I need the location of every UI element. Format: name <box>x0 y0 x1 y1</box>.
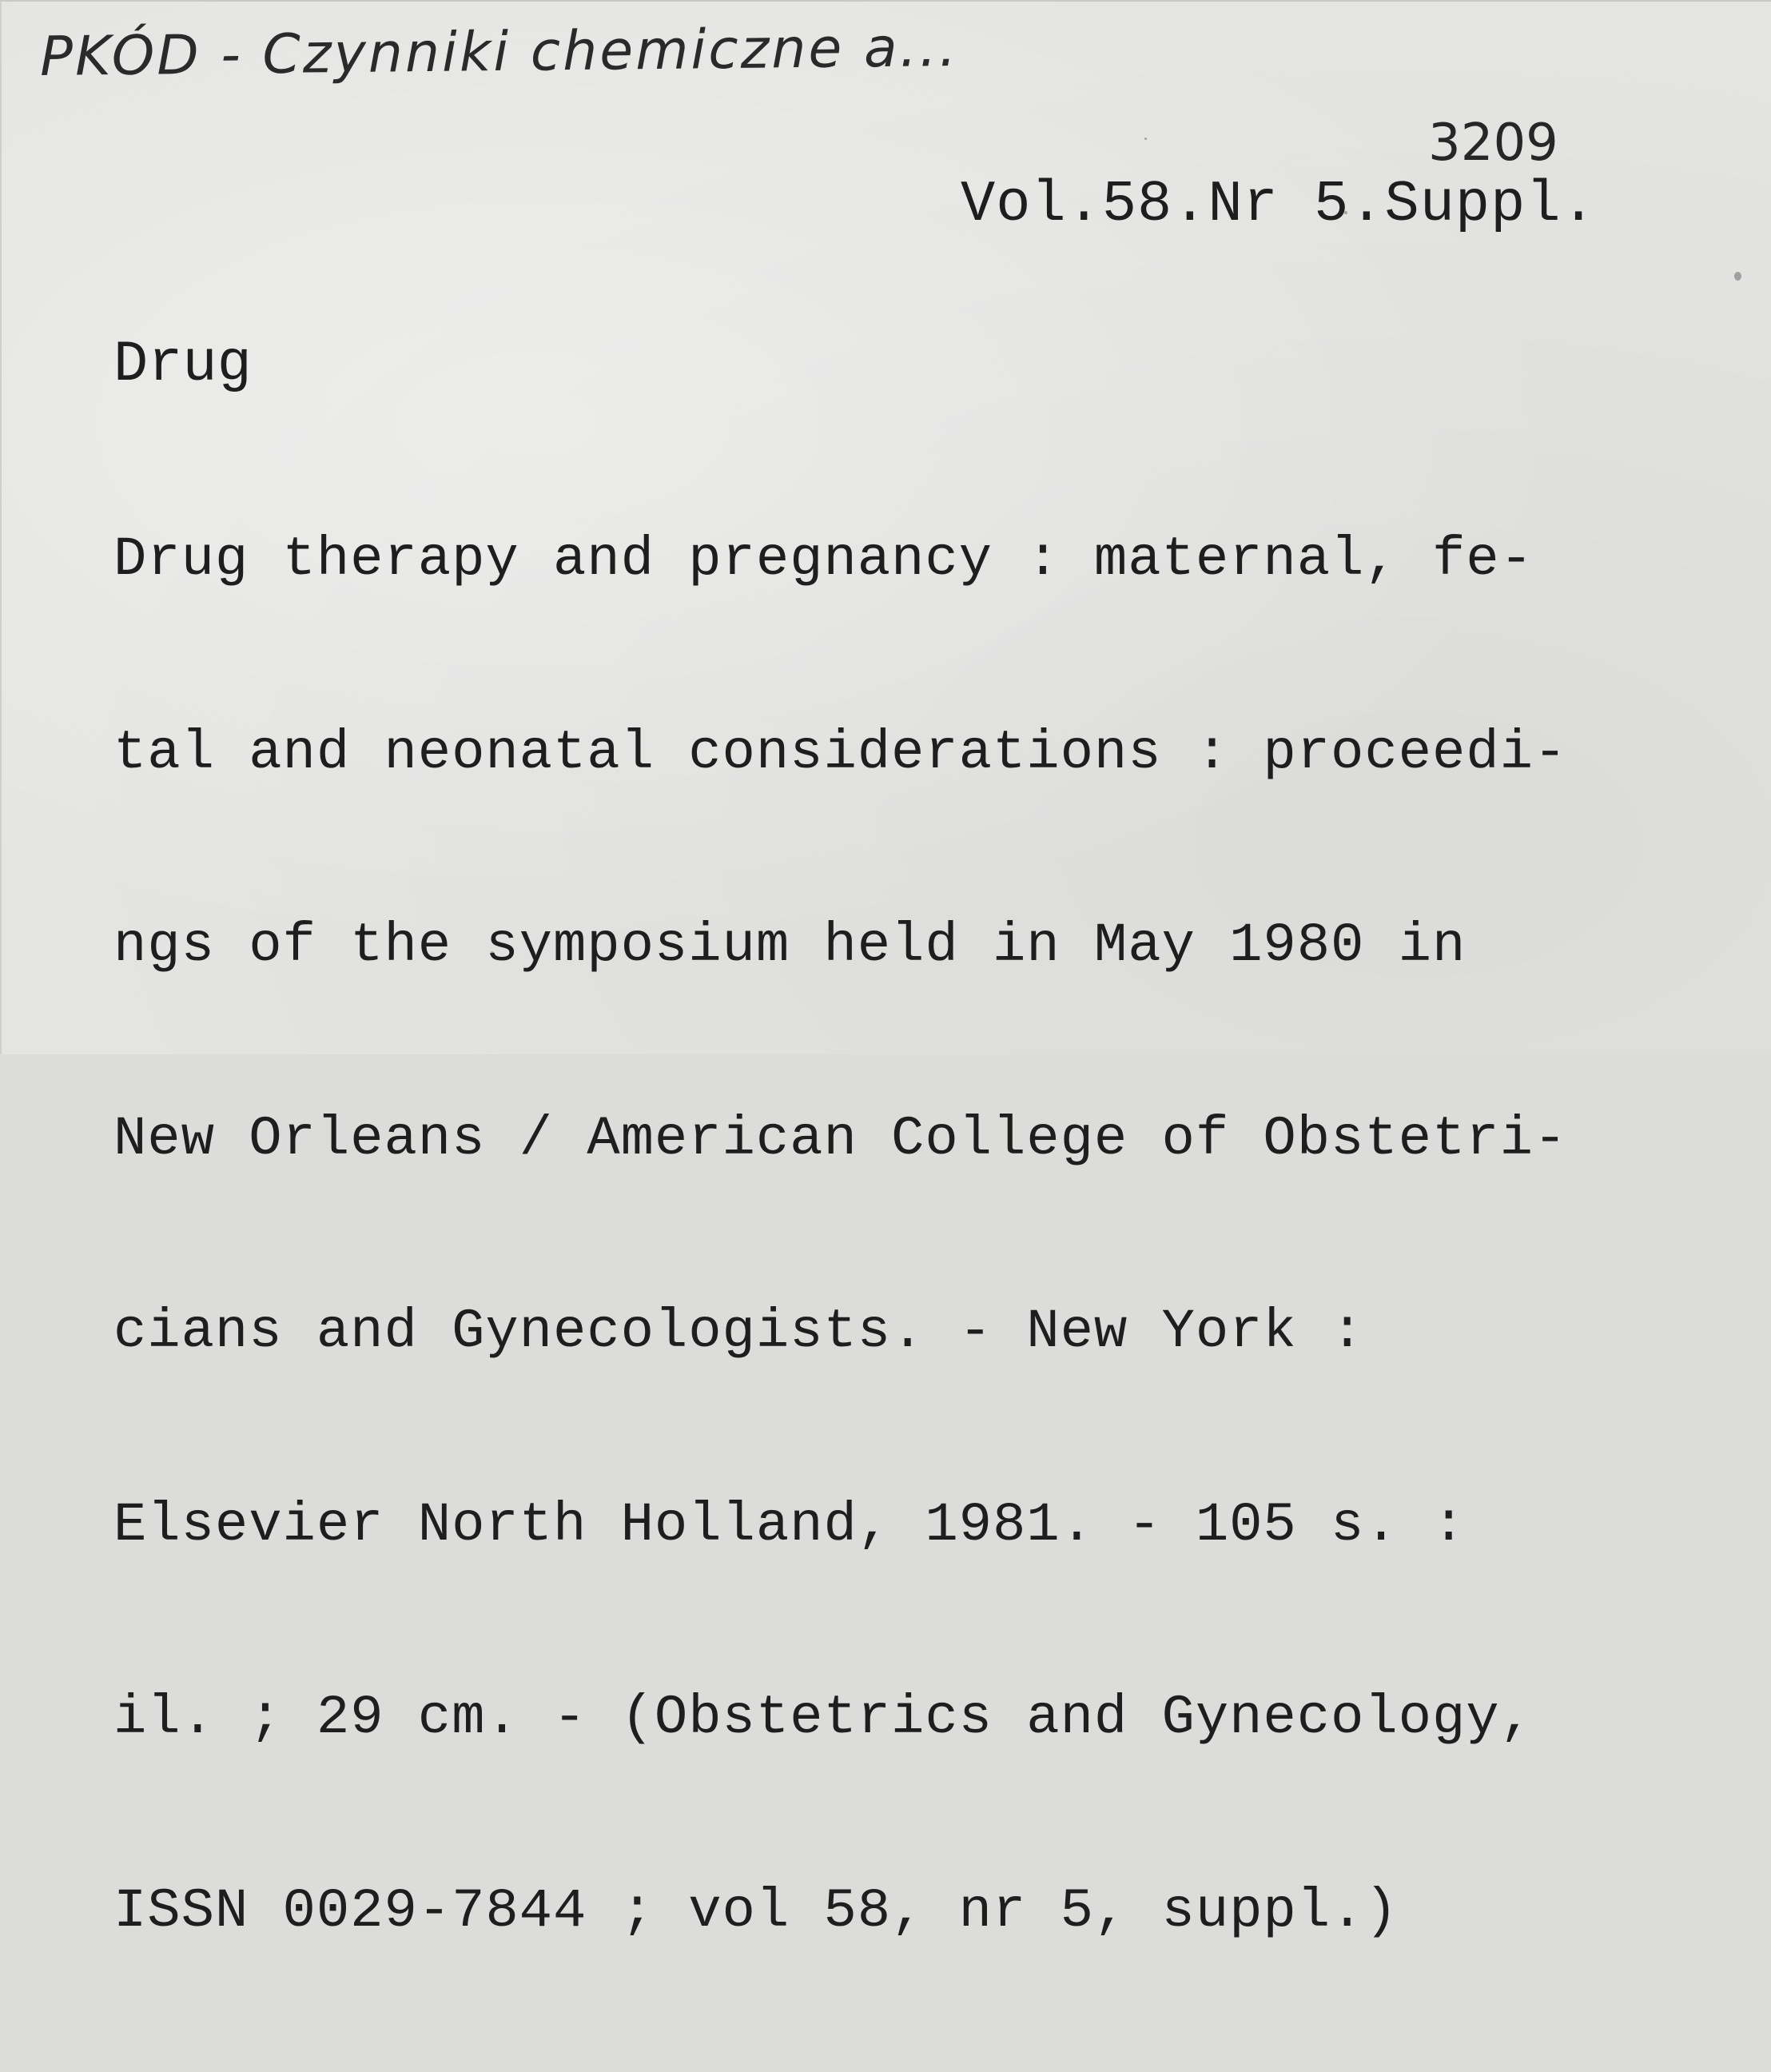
paper-speck <box>1344 211 1347 214</box>
description-line: il. ; 29 cm. - (Obstetrics and Gynecology, <box>113 1687 1534 1749</box>
volume-note: Vol.58.Nr 5.Suppl. <box>961 172 1597 237</box>
description-line: New Orleans / American College of Obstetri- <box>113 1107 1568 1170</box>
description-line: Elsevier North Holland, 1981. - 105 s. : <box>113 1493 1467 1556</box>
handwritten-subject-heading: PKÓD - Czynniki chemiczne a... <box>39 15 959 89</box>
main-entry-heading: Drug <box>113 332 252 397</box>
description-line: Drug therapy and pregnancy : maternal, fe- <box>113 528 1534 591</box>
handwritten-call-number: 3209 <box>1428 114 1558 173</box>
paper-speck <box>1734 272 1741 281</box>
paper-speck <box>1144 137 1147 140</box>
description-line: tal and neonatal considerations : proceedi- <box>113 721 1568 784</box>
bibliographic-description <box>113 399 1567 2072</box>
description-line: ngs of the symposium held in May 1980 in <box>113 914 1467 977</box>
paper-speck <box>491 951 493 954</box>
description-line: cians and Gynecologists. - New York : <box>113 1301 1365 1363</box>
description-line: ISSN 0029-7844 ; vol 58, nr 5, suppl.) <box>113 1879 1399 1942</box>
